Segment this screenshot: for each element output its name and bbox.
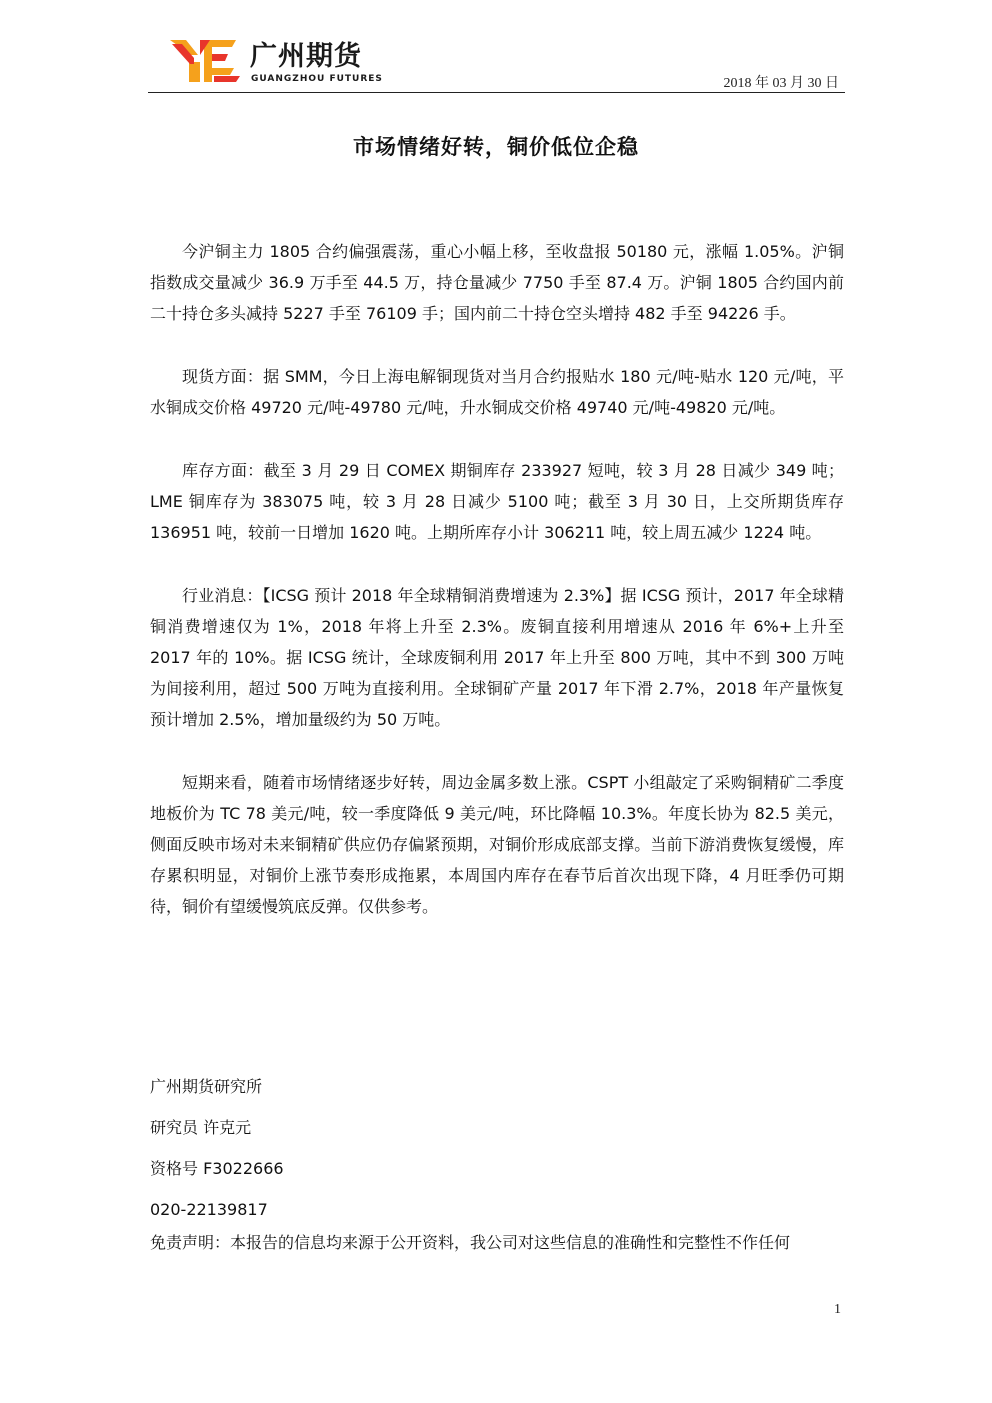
paragraph-market: 今沪铜主力 1805 合约偏强震荡，重心小幅上移，至收盘报 50180 元，涨幅 1.05%。沪铜指数成交量减少 36.9 万手至 44.5 万，持仓量减少 7750 手至 87.4 万。沪铜 1805 合约国内前二十持仓多头减持 5227 手至 76109 手；国内前二十持仓空头增持 482 手至 94226 手。	[150, 242, 844, 323]
page-number: 1	[834, 1302, 841, 1317]
paragraph-industry-news: 行业消息：【ICSG 预计 2018 年全球精铜消费增速为 2.3%】据 ICSG 预计，2017 年全球精铜消费增速仅为 1%，2018 年将上升至 2.3%。废铜直接利用增速从 2016 年 6%+上升至 2017 年的 10%。据 ICSG 统计，全球废铜利用 2017 年上升至 800 万吨，其中不到 300 万吨为间接利用，超过 500 万吨为直接利用。全球铜矿产量 2017 年下滑 2.7%，2018 年产量恢复预计增加 2.5%，增加量级约为 50 万吨。	[150, 586, 844, 729]
brand-name-en: GUANGZHOU FUTURES	[251, 74, 383, 84]
header-divider	[148, 92, 845, 93]
report-title: 市场情绪好转，铜价低位企稳	[353, 135, 639, 159]
report-body	[150, 236, 844, 954]
signature-org: 广州期货研究所	[150, 1077, 263, 1096]
disclaimer-text: 免责声明：本报告的信息均来源于公开资料，我公司对这些信息的准确性和完整性不作任何	[150, 1233, 791, 1252]
page-header	[148, 30, 845, 94]
paragraph-inventory: 库存方面：截至 3 月 29 日 COMEX 期铜库存 233927 短吨，较 3 月 28 日减少 349 吨；LME 铜库存为 383075 吨，较 3 月 28 日减少 5100 吨；截至 3 月 30 日，上交所期货库存 136951 吨，较前一日增加 1620 吨。上期所库存小计 306211 吨，较上周五减少 1224 吨。	[150, 461, 844, 542]
signature-phone: 020-22139817	[150, 1200, 268, 1219]
paragraph-spot: 现货方面：据 SMM，今日上海电解铜现货对当月合约报贴水 180 元/吨-贴水 120 元/吨，平水铜成交价格 49720 元/吨-49780 元/吨，升水铜成交价格 49740 元/吨-49820 元/吨。	[150, 367, 844, 417]
brand-name-cn: 广州期货	[250, 41, 362, 72]
logo-mark-icon	[170, 40, 242, 82]
signature-block	[150, 1071, 844, 1235]
signature-license: 资格号 F3022666	[150, 1159, 284, 1178]
company-logo	[170, 38, 390, 84]
report-date: 2018 年 03 月 30 日	[723, 76, 839, 91]
paragraph-outlook: 短期来看，随着市场情绪逐步好转，周边金属多数上涨。CSPT 小组敲定了采购铜精矿二季度地板价为 TC 78 美元/吨，较一季度降低 9 美元/吨，环比降幅 10.3%。年度长协为 82.5 美元，侧面反映市场对未来铜精矿供应仍存偏紧预期，对铜价形成底部支撑。当前下游消费恢复缓慢，库存累积明显，对铜价上涨节奏形成拖累，本周国内库存在春节后首次出现下降，4 月旺季仍可期待，铜价有望缓慢筑底反弹。仅供参考。	[150, 773, 844, 916]
signature-researcher: 研究员 许克元	[150, 1118, 252, 1137]
